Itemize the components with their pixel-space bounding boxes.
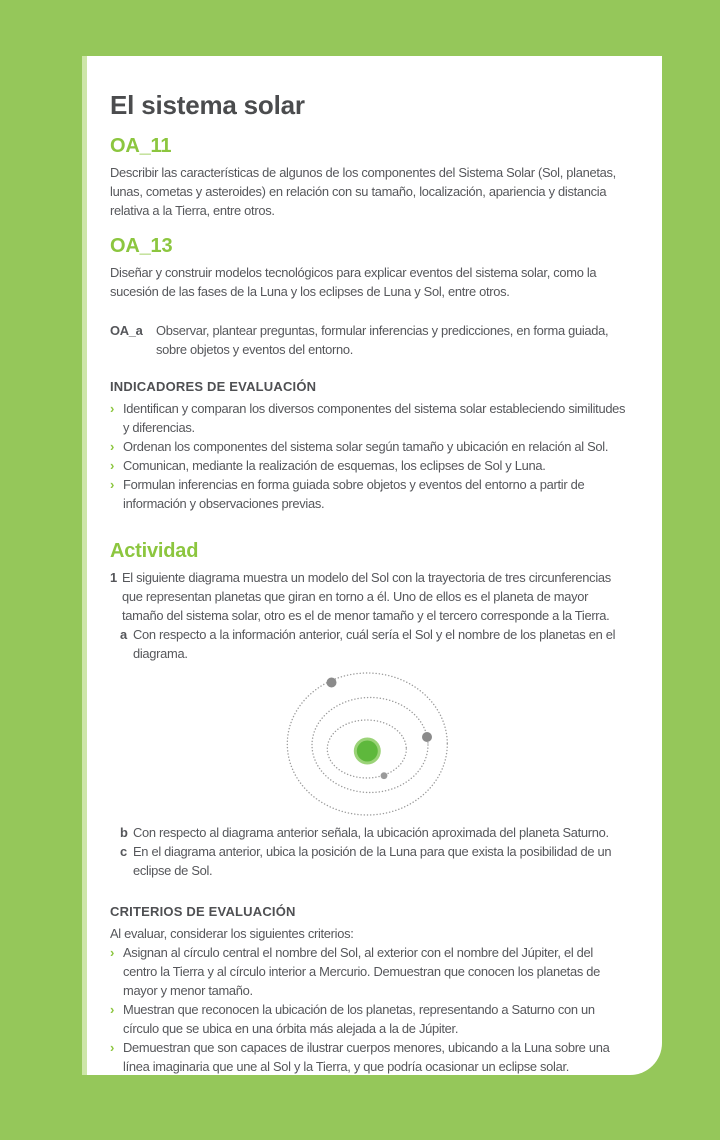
actividad-heading: Actividad bbox=[110, 540, 199, 562]
criterio-text: Demuestran que son capaces de ilustrar cuerpos menores, ubicando a la Luna sobre una línea imaginaria que une al Sol y la Tierra, y que podría ocasionar un eclipse solar. bbox=[123, 1040, 610, 1074]
indicador-item bbox=[110, 399, 626, 437]
solar-system-diagram bbox=[110, 669, 626, 819]
document-page bbox=[82, 56, 662, 1075]
criterio-item bbox=[110, 1038, 626, 1076]
sub-item-b bbox=[120, 823, 626, 842]
oa11-body: Describir las características de algunos de los componentes del Sistema Solar (Sol, planetas, lunas, cometas y asteroides) en relación con su tamaño, localización, apariencia y distancia relativa a la Tierra, entre otros. bbox=[110, 165, 616, 218]
chevron-bullet-icon: › bbox=[110, 439, 115, 454]
sub-item-text: En el diagrama anterior, ubica la posición de la Luna para que exista la posibilidad de un eclipse de Sol. bbox=[133, 844, 612, 878]
criterio-item bbox=[110, 1000, 626, 1038]
chevron-bullet-icon: › bbox=[110, 1040, 115, 1055]
indicador-text: Ordenan los componentes del sistema solar según tamaño y ubicación en relación al Sol. bbox=[123, 439, 609, 454]
sub-item-label: a bbox=[120, 627, 128, 642]
sub-item-a-container bbox=[120, 625, 626, 663]
planet-outer-orbit bbox=[327, 678, 337, 688]
oa11-heading: OA_11 bbox=[110, 135, 172, 157]
planet-inner-orbit bbox=[381, 772, 388, 779]
actividad-item-text: El siguiente diagrama muestra un modelo del Sol con la trayectoria de tres circunferencias que representan planetas que giran en torno a él. Uno de ellos es el planeta de mayor tamaño del sistema solar, otro es el de menor tamaño y el tercero corresponde a la Tierra. bbox=[122, 570, 611, 623]
sun-circle bbox=[357, 741, 378, 762]
sub-items-bc-container bbox=[120, 823, 626, 880]
page-title: El sistema solar bbox=[110, 90, 305, 120]
chevron-bullet-icon: › bbox=[110, 458, 115, 473]
oa-a-row bbox=[110, 321, 626, 359]
criterio-text: Asignan al círculo central el nombre del Sol, al exterior con el nombre del Júpiter, el del centro la Tierra y al círculo interior a Mercurio. Demuestran que conocen los planetas de mayor y menor tamaño. bbox=[123, 945, 600, 998]
criterios-heading: CRITERIOS DE EVALUACIÓN bbox=[110, 904, 296, 919]
indicador-text: Formulan inferencias en forma guiada sobre objetos y eventos del entorno a partir de información y observaciones previas. bbox=[123, 477, 585, 511]
criterio-text: Muestran que reconocen la ubicación de los planetas, representando a Saturno con un círculo que se ubica en una órbita más alejada a la de Júpiter. bbox=[123, 1002, 595, 1036]
sub-item-a bbox=[120, 625, 626, 663]
criterio-item bbox=[110, 943, 626, 1000]
item-number: 1 bbox=[110, 570, 118, 585]
planet-middle-orbit bbox=[422, 732, 432, 742]
page-edge-strip bbox=[82, 56, 87, 1075]
indicador-text: Identifican y comparan los diversos componentes del sistema solar estableciendo similitudes y diferencias. bbox=[123, 401, 626, 435]
indicador-text: Comunican, mediante la realización de esquemas, los eclipses de Sol y Luna. bbox=[123, 458, 546, 473]
oa-a-label: OA_a bbox=[110, 323, 143, 338]
chevron-bullet-icon: › bbox=[110, 945, 115, 960]
sub-item-label: b bbox=[120, 825, 128, 840]
actividad-item-1 bbox=[110, 568, 626, 625]
sub-item-text: Con respecto al diagrama anterior señala, la ubicación aproximada del planeta Saturno. bbox=[133, 825, 609, 840]
oa13-body: Diseñar y construir modelos tecnológicos para explicar eventos del sistema solar, como la sucesión de las fases de la Luna y los eclipses de Luna y Sol, entre otros. bbox=[110, 265, 597, 299]
indicador-item bbox=[110, 475, 626, 513]
indicador-item bbox=[110, 437, 626, 456]
oa-a-body: Observar, plantear preguntas, formular inferencias y predicciones, en forma guiada, sobre objetos y eventos del entorno. bbox=[156, 323, 609, 357]
indicadores-heading: INDICADORES DE EVALUACIÓN bbox=[110, 379, 317, 394]
sub-item-label: c bbox=[120, 844, 128, 859]
sub-item-text: Con respecto a la información anterior, cuál sería el Sol y el nombre de los planetas en el diagrama. bbox=[133, 627, 616, 661]
chevron-bullet-icon: › bbox=[110, 1002, 115, 1017]
chevron-bullet-icon: › bbox=[110, 477, 115, 492]
chevron-bullet-icon: › bbox=[110, 401, 115, 416]
indicador-item bbox=[110, 456, 626, 475]
orbits-svg bbox=[283, 669, 453, 819]
sub-item-c bbox=[120, 842, 626, 880]
oa13-heading: OA_13 bbox=[110, 235, 173, 257]
criterios-intro: Al evaluar, considerar los siguientes criterios: bbox=[110, 926, 354, 941]
